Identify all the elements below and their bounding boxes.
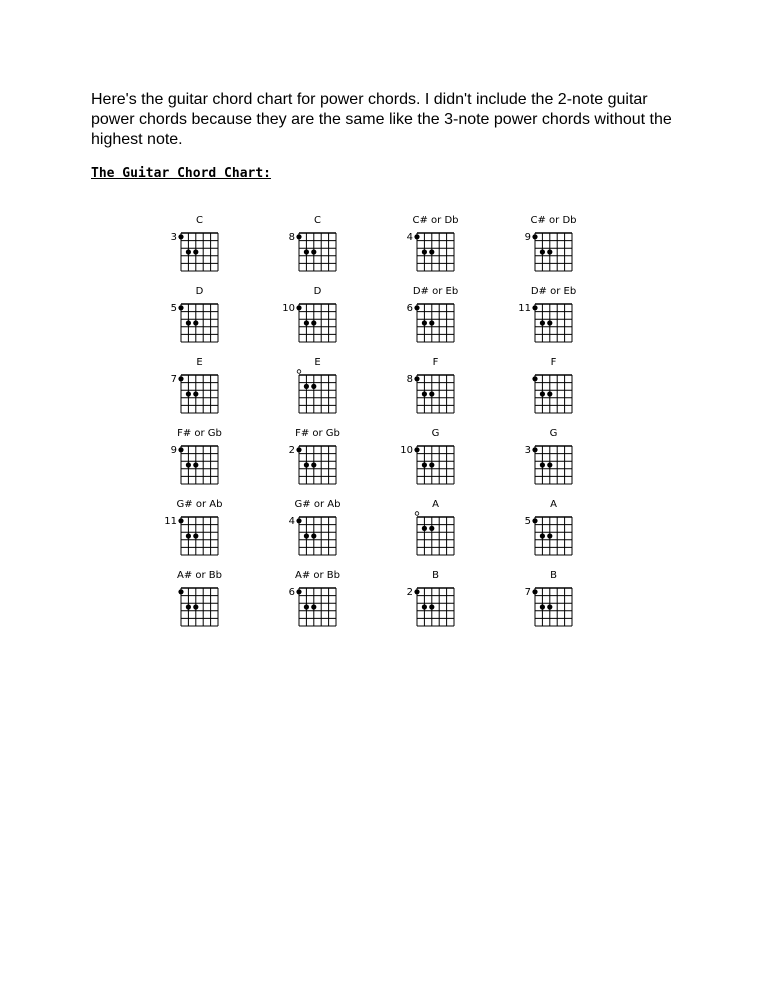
chord-diagram bbox=[499, 428, 609, 498]
fret-number: 6 bbox=[288, 587, 295, 598]
finger-dot bbox=[186, 249, 191, 254]
finger-dot bbox=[547, 462, 552, 467]
finger-dot bbox=[311, 533, 316, 538]
finger-dot bbox=[547, 391, 552, 396]
finger-dot bbox=[429, 320, 434, 325]
open-string-marker bbox=[297, 370, 301, 374]
finger-dot bbox=[186, 391, 191, 396]
finger-dot bbox=[296, 589, 301, 594]
fretboard bbox=[294, 299, 341, 347]
chord-diagram bbox=[263, 428, 373, 498]
chord-diagram bbox=[263, 357, 373, 427]
fretboard bbox=[412, 370, 459, 418]
fretboard bbox=[294, 228, 341, 276]
finger-dot bbox=[186, 533, 191, 538]
finger-dot bbox=[304, 320, 309, 325]
finger-dot bbox=[422, 249, 427, 254]
chord-name: C# or Db bbox=[530, 215, 577, 226]
fretboard bbox=[294, 441, 341, 489]
finger-dot bbox=[186, 320, 191, 325]
fret-number: 9 bbox=[524, 232, 531, 243]
finger-dot bbox=[296, 305, 301, 310]
chord-diagram bbox=[145, 286, 255, 356]
chord-diagram bbox=[381, 428, 491, 498]
fretboard bbox=[530, 583, 577, 631]
fretboard bbox=[530, 299, 577, 347]
finger-dot bbox=[540, 462, 545, 467]
finger-dot bbox=[193, 320, 198, 325]
fret-number: 4 bbox=[406, 232, 413, 243]
fret-number: 11 bbox=[518, 303, 531, 314]
chord-name: D# or Eb bbox=[530, 286, 577, 297]
finger-dot bbox=[296, 518, 301, 523]
fretboard bbox=[412, 441, 459, 489]
fretboard bbox=[176, 299, 223, 347]
fret-number: 2 bbox=[406, 587, 413, 598]
chord-diagram bbox=[381, 570, 491, 640]
finger-dot bbox=[532, 234, 537, 239]
finger-dot bbox=[429, 249, 434, 254]
chord-diagram bbox=[381, 357, 491, 427]
fretboard bbox=[530, 441, 577, 489]
fret-number: 3 bbox=[170, 232, 177, 243]
fret-number: 3 bbox=[524, 445, 531, 456]
finger-dot bbox=[532, 305, 537, 310]
finger-dot bbox=[429, 526, 434, 531]
chord-diagram bbox=[381, 215, 491, 285]
chord-name: A bbox=[550, 499, 557, 510]
finger-dot bbox=[547, 533, 552, 538]
finger-dot bbox=[178, 234, 183, 239]
finger-dot bbox=[193, 391, 198, 396]
fret-number: 10 bbox=[400, 445, 413, 456]
chord-diagram bbox=[499, 570, 609, 640]
finger-dot bbox=[414, 234, 419, 239]
finger-dot bbox=[540, 320, 545, 325]
chord-diagram bbox=[145, 428, 255, 498]
fretboard bbox=[530, 370, 577, 418]
fret-number: 7 bbox=[524, 587, 531, 598]
chord-name: A# or Bb bbox=[176, 570, 222, 581]
fretboard bbox=[176, 583, 223, 631]
finger-dot bbox=[178, 305, 183, 310]
finger-dot bbox=[178, 447, 183, 452]
chord-diagram bbox=[263, 570, 373, 640]
finger-dot bbox=[422, 320, 427, 325]
fretboard bbox=[530, 228, 577, 276]
finger-dot bbox=[296, 234, 301, 239]
chord-diagram bbox=[263, 215, 373, 285]
chord-name: G# or Ab bbox=[176, 499, 223, 510]
finger-dot bbox=[414, 376, 419, 381]
chord-name: F bbox=[432, 357, 439, 368]
chord-name: G bbox=[549, 428, 558, 439]
fretboard bbox=[412, 512, 459, 560]
chord-diagram bbox=[263, 286, 373, 356]
chord-name: G bbox=[431, 428, 440, 439]
chord-diagram bbox=[381, 286, 491, 356]
finger-dot bbox=[304, 604, 309, 609]
fretboard bbox=[412, 299, 459, 347]
chord-name: F# or Gb bbox=[295, 428, 340, 439]
finger-dot bbox=[414, 589, 419, 594]
finger-dot bbox=[311, 320, 316, 325]
chart-heading: The Guitar Chord Chart: bbox=[91, 166, 272, 181]
finger-dot bbox=[193, 462, 198, 467]
chord-diagram bbox=[499, 499, 609, 569]
intro-paragraph: Here's the guitar chord chart for power chords. I didn't include the 2-note guitar power chords because they are the same like the 3-note power chords without the highest note. bbox=[91, 91, 672, 148]
finger-dot bbox=[532, 518, 537, 523]
fret-number: 10 bbox=[282, 303, 295, 314]
finger-dot bbox=[193, 604, 198, 609]
chord-name: B bbox=[550, 570, 557, 581]
finger-dot bbox=[311, 249, 316, 254]
finger-dot bbox=[422, 604, 427, 609]
finger-dot bbox=[304, 462, 309, 467]
chord-name: A# or Bb bbox=[294, 570, 340, 581]
finger-dot bbox=[547, 604, 552, 609]
chord-diagram bbox=[145, 499, 255, 569]
finger-dot bbox=[532, 447, 537, 452]
finger-dot bbox=[422, 391, 427, 396]
chord-name: C bbox=[314, 215, 321, 226]
chord-diagram bbox=[381, 499, 491, 569]
finger-dot bbox=[311, 384, 316, 389]
chord-name: D bbox=[195, 286, 204, 297]
finger-dot bbox=[540, 533, 545, 538]
chord-name: D# or Eb bbox=[412, 286, 459, 297]
finger-dot bbox=[193, 533, 198, 538]
chord-name: G# or Ab bbox=[294, 499, 341, 510]
finger-dot bbox=[304, 533, 309, 538]
chord-name: E bbox=[314, 357, 321, 368]
fret-number: 2 bbox=[288, 445, 295, 456]
finger-dot bbox=[178, 376, 183, 381]
fret-number: 5 bbox=[524, 516, 531, 527]
chord-name: C# or Db bbox=[412, 215, 459, 226]
fretboard bbox=[530, 512, 577, 560]
finger-dot bbox=[414, 447, 419, 452]
finger-dot bbox=[422, 526, 427, 531]
fret-number: 5 bbox=[170, 303, 177, 314]
finger-dot bbox=[178, 589, 183, 594]
fretboard bbox=[176, 512, 223, 560]
finger-dot bbox=[547, 249, 552, 254]
fret-number: 6 bbox=[406, 303, 413, 314]
chord-name: A bbox=[432, 499, 439, 510]
fret-number: 9 bbox=[170, 445, 177, 456]
fretboard bbox=[294, 512, 341, 560]
finger-dot bbox=[304, 384, 309, 389]
fretboard bbox=[412, 583, 459, 631]
chord-diagram bbox=[145, 357, 255, 427]
finger-dot bbox=[311, 462, 316, 467]
finger-dot bbox=[540, 391, 545, 396]
fretboard bbox=[176, 370, 223, 418]
chord-diagram bbox=[499, 357, 609, 427]
chord-name: B bbox=[432, 570, 439, 581]
fret-number: 7 bbox=[170, 374, 177, 385]
finger-dot bbox=[429, 462, 434, 467]
finger-dot bbox=[304, 249, 309, 254]
finger-dot bbox=[178, 518, 183, 523]
chord-name: E bbox=[196, 357, 203, 368]
chord-diagram bbox=[145, 215, 255, 285]
chord-name: F bbox=[550, 357, 557, 368]
fretboard bbox=[412, 228, 459, 276]
finger-dot bbox=[422, 462, 427, 467]
fretboard bbox=[294, 583, 341, 631]
chord-diagram bbox=[499, 215, 609, 285]
fret-number: 4 bbox=[288, 516, 295, 527]
fret-number: 11 bbox=[164, 516, 177, 527]
fretboard bbox=[176, 441, 223, 489]
finger-dot bbox=[532, 376, 537, 381]
finger-dot bbox=[547, 320, 552, 325]
fretboard bbox=[176, 228, 223, 276]
chord-name: F# or Gb bbox=[177, 428, 222, 439]
fret-number: 8 bbox=[406, 374, 413, 385]
finger-dot bbox=[540, 604, 545, 609]
chord-diagram bbox=[499, 286, 609, 356]
finger-dot bbox=[414, 305, 419, 310]
finger-dot bbox=[540, 249, 545, 254]
finger-dot bbox=[532, 589, 537, 594]
chord-name: C bbox=[196, 215, 203, 226]
fret-number: 8 bbox=[288, 232, 295, 243]
fretboard bbox=[294, 370, 341, 418]
finger-dot bbox=[186, 462, 191, 467]
finger-dot bbox=[429, 391, 434, 396]
finger-dot bbox=[296, 447, 301, 452]
chord-diagram bbox=[263, 499, 373, 569]
finger-dot bbox=[311, 604, 316, 609]
finger-dot bbox=[429, 604, 434, 609]
open-string-marker bbox=[415, 512, 419, 516]
chord-diagram bbox=[145, 570, 255, 640]
finger-dot bbox=[186, 604, 191, 609]
finger-dot bbox=[193, 249, 198, 254]
chord-name: D bbox=[313, 286, 322, 297]
